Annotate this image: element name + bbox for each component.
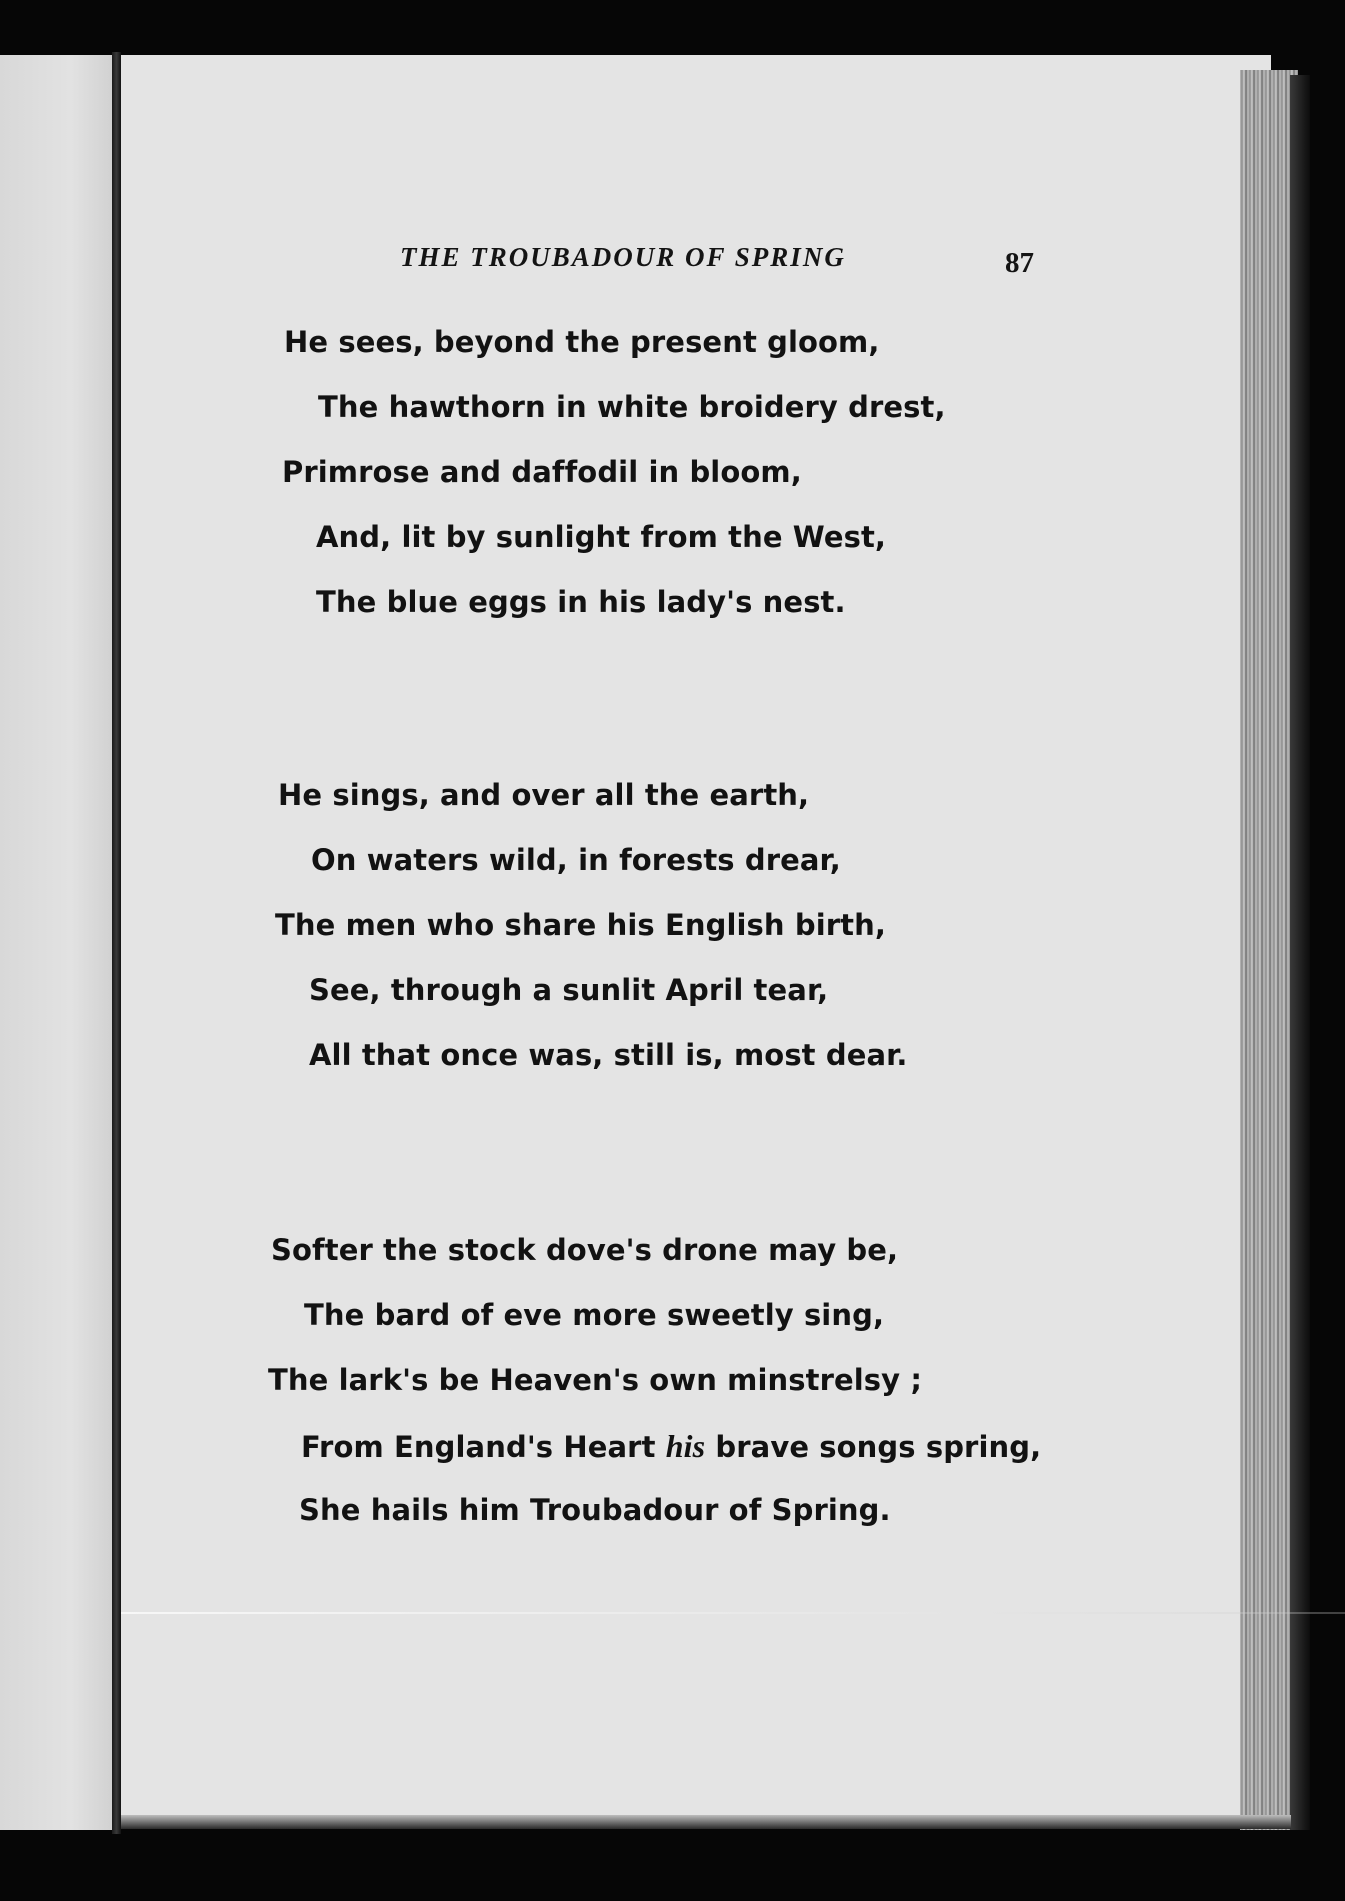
poem-line: The bard of eve more sweetly sing, [304, 1298, 885, 1332]
poem-line: Primrose and daffodil in bloom, [282, 455, 802, 489]
book-spine [112, 52, 121, 1834]
poem-line: On waters wild, in forests drear, [311, 843, 841, 877]
page-bottom-shadow [121, 1815, 1291, 1829]
poem-line: The hawthorn in white broidery drest, [318, 390, 946, 424]
page-edge-shadow [1290, 75, 1310, 1830]
line-text: brave songs spring, [705, 1430, 1042, 1464]
page-number: 87 [1005, 247, 1034, 279]
poem-line: She hails him Troubadour of Spring. [299, 1493, 891, 1527]
running-head: THE TROUBADOUR OF SPRING [400, 242, 846, 272]
poem-line: And, lit by sunlight from the West, [316, 520, 887, 554]
poem-line: He sings, and over all the earth, [278, 778, 810, 812]
poem-line: The men who share his English birth, [275, 908, 886, 942]
poem-line: Softer the stock dove's drone may be, [271, 1233, 899, 1267]
poem-line-with-italic [301, 1428, 1041, 1465]
scan-fold-line [121, 1612, 1345, 1614]
poem-line: He sees, beyond the present gloom, [284, 325, 880, 359]
italic-word: his [665, 1428, 706, 1464]
left-page-edge [0, 55, 118, 1830]
poem-line: See, through a sunlit April tear, [309, 973, 829, 1007]
poem-line: The blue eggs in his lady's nest. [316, 585, 846, 619]
poem-line: All that once was, still is, most dear. [309, 1038, 908, 1072]
poem-line: The lark's be Heaven's own minstrelsy ; [268, 1363, 923, 1397]
line-text: From England's Heart [301, 1430, 666, 1464]
